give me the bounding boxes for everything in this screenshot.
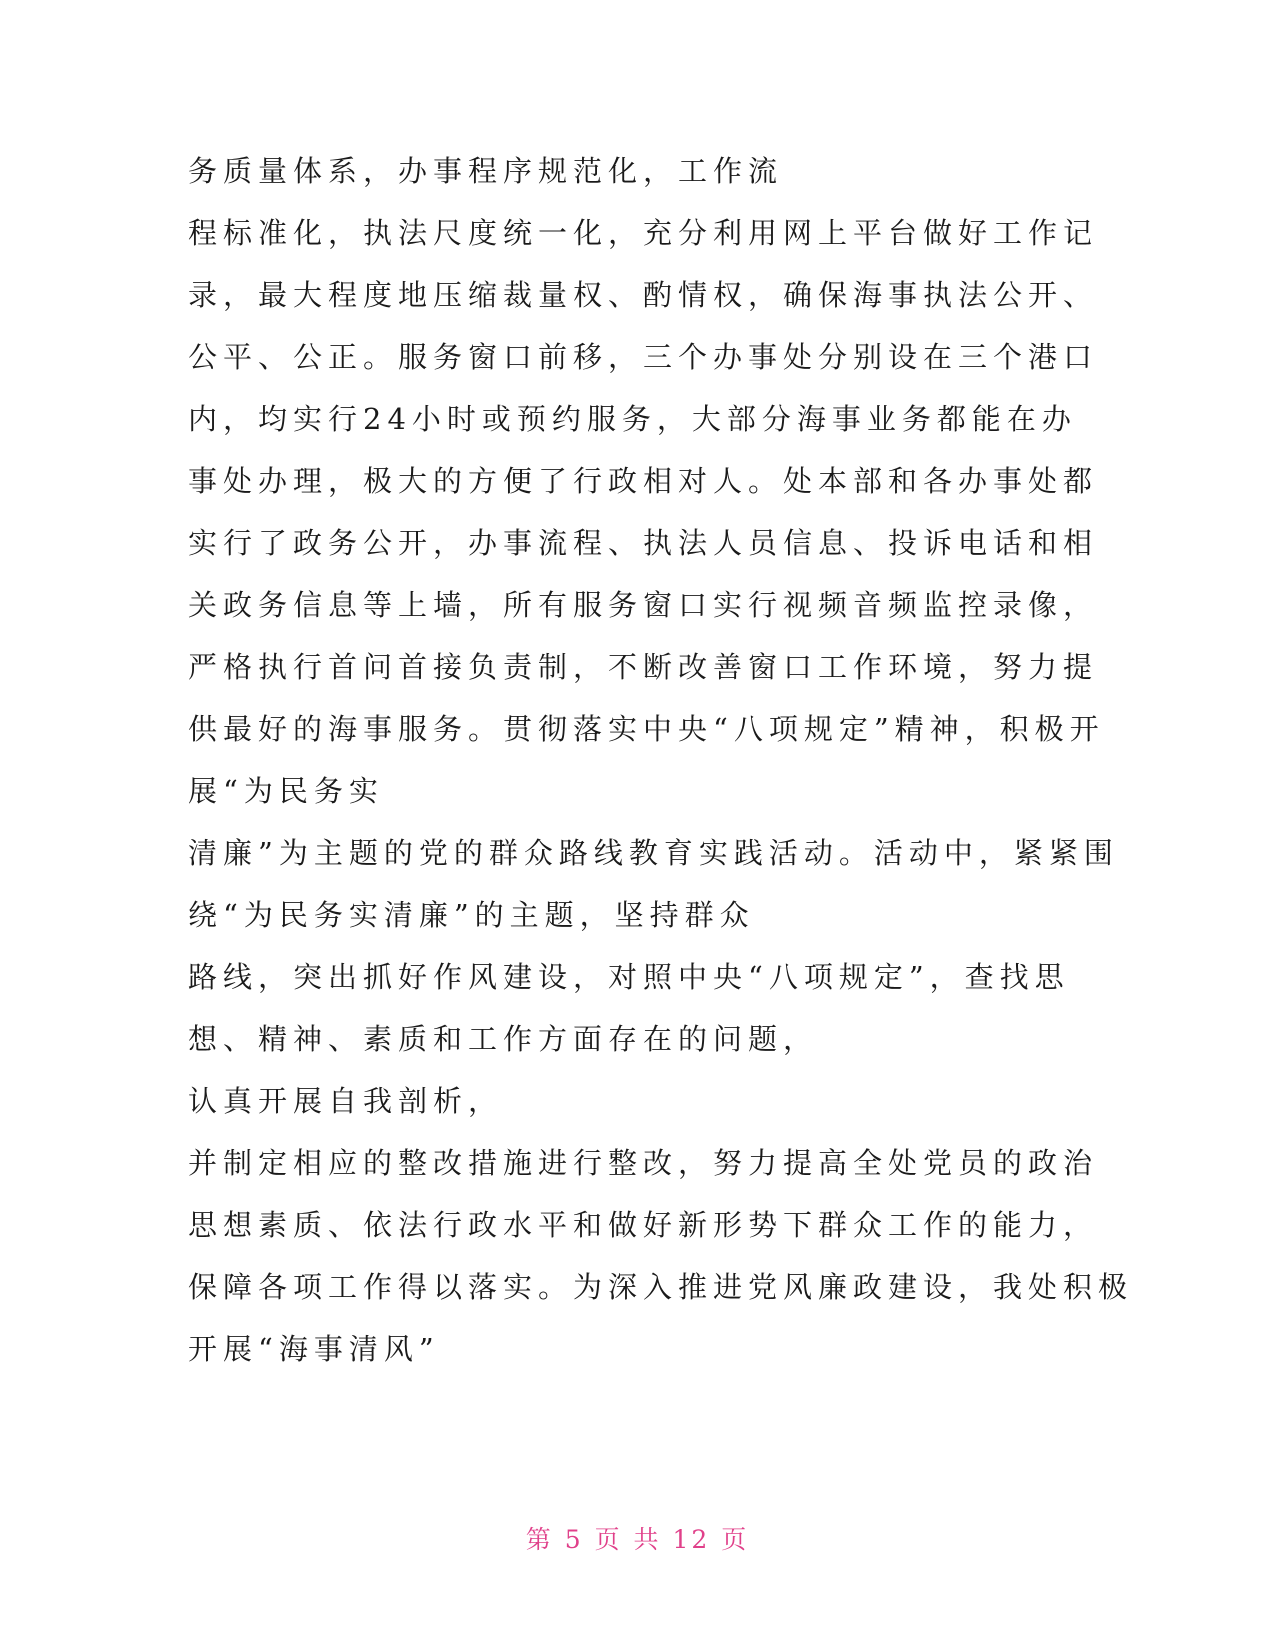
text-line: 路线，突出抓好作风建设，对照中央“八项规定”，查找思 (188, 960, 1070, 994)
text-line: 保障各项工作得以落实。为深入推进党风廉政建设，我处积极 (188, 1270, 1134, 1304)
text-line: 内，均实行24小时或预约服务，大部分海事业务都能在办 (188, 402, 1077, 436)
text-line: 供最好的海事服务。贯彻落实中央“八项规定”精神，积极开 (188, 712, 1105, 746)
text-line: 开展“海事清风” (188, 1332, 440, 1366)
text-line: 事处办理，极大的方便了行政相对人。处本部和各办事处都 (188, 464, 1099, 498)
text-line: 想、精神、素质和工作方面存在的问题， (188, 1022, 819, 1056)
text-line: 并制定相应的整改措施进行整改，努力提高全处党员的政治 (188, 1146, 1099, 1180)
text-line: 展“为民务实 (188, 774, 384, 808)
text-line: 认真开展自我剖析， (188, 1084, 504, 1118)
text-line: 关政务信息等上墙，所有服务窗口实行视频音频监控录像， (188, 588, 1099, 622)
text-line: 录，最大程度地压缩裁量权、酌情权，确保海事执法公开、 (188, 278, 1099, 312)
body-text (188, 146, 1134, 1386)
page-footer: 第 5 页 共 12 页 (525, 1525, 750, 1554)
text-line: 务质量体系，办事程序规范化，工作流 (188, 154, 784, 188)
text-line: 绕“为民务实清廉”的主题，坚持群众 (188, 898, 755, 932)
text-line: 程标准化，执法尺度统一化，充分利用网上平台做好工作记 (188, 216, 1099, 250)
text-line: 思想素质、依法行政水平和做好新形势下群众工作的能力， (188, 1208, 1099, 1242)
text-line: 严格执行首问首接负责制，不断改善窗口工作环境，努力提 (188, 650, 1099, 684)
text-line: 公平、公正。服务窗口前移，三个办事处分别设在三个港口 (188, 340, 1099, 374)
text-line: 清廉”为主题的党的群众路线教育实践活动。活动中，紧紧围 (188, 836, 1119, 870)
text-line: 实行了政务公开，办事流程、执法人员信息、投诉电话和相 (188, 526, 1099, 560)
